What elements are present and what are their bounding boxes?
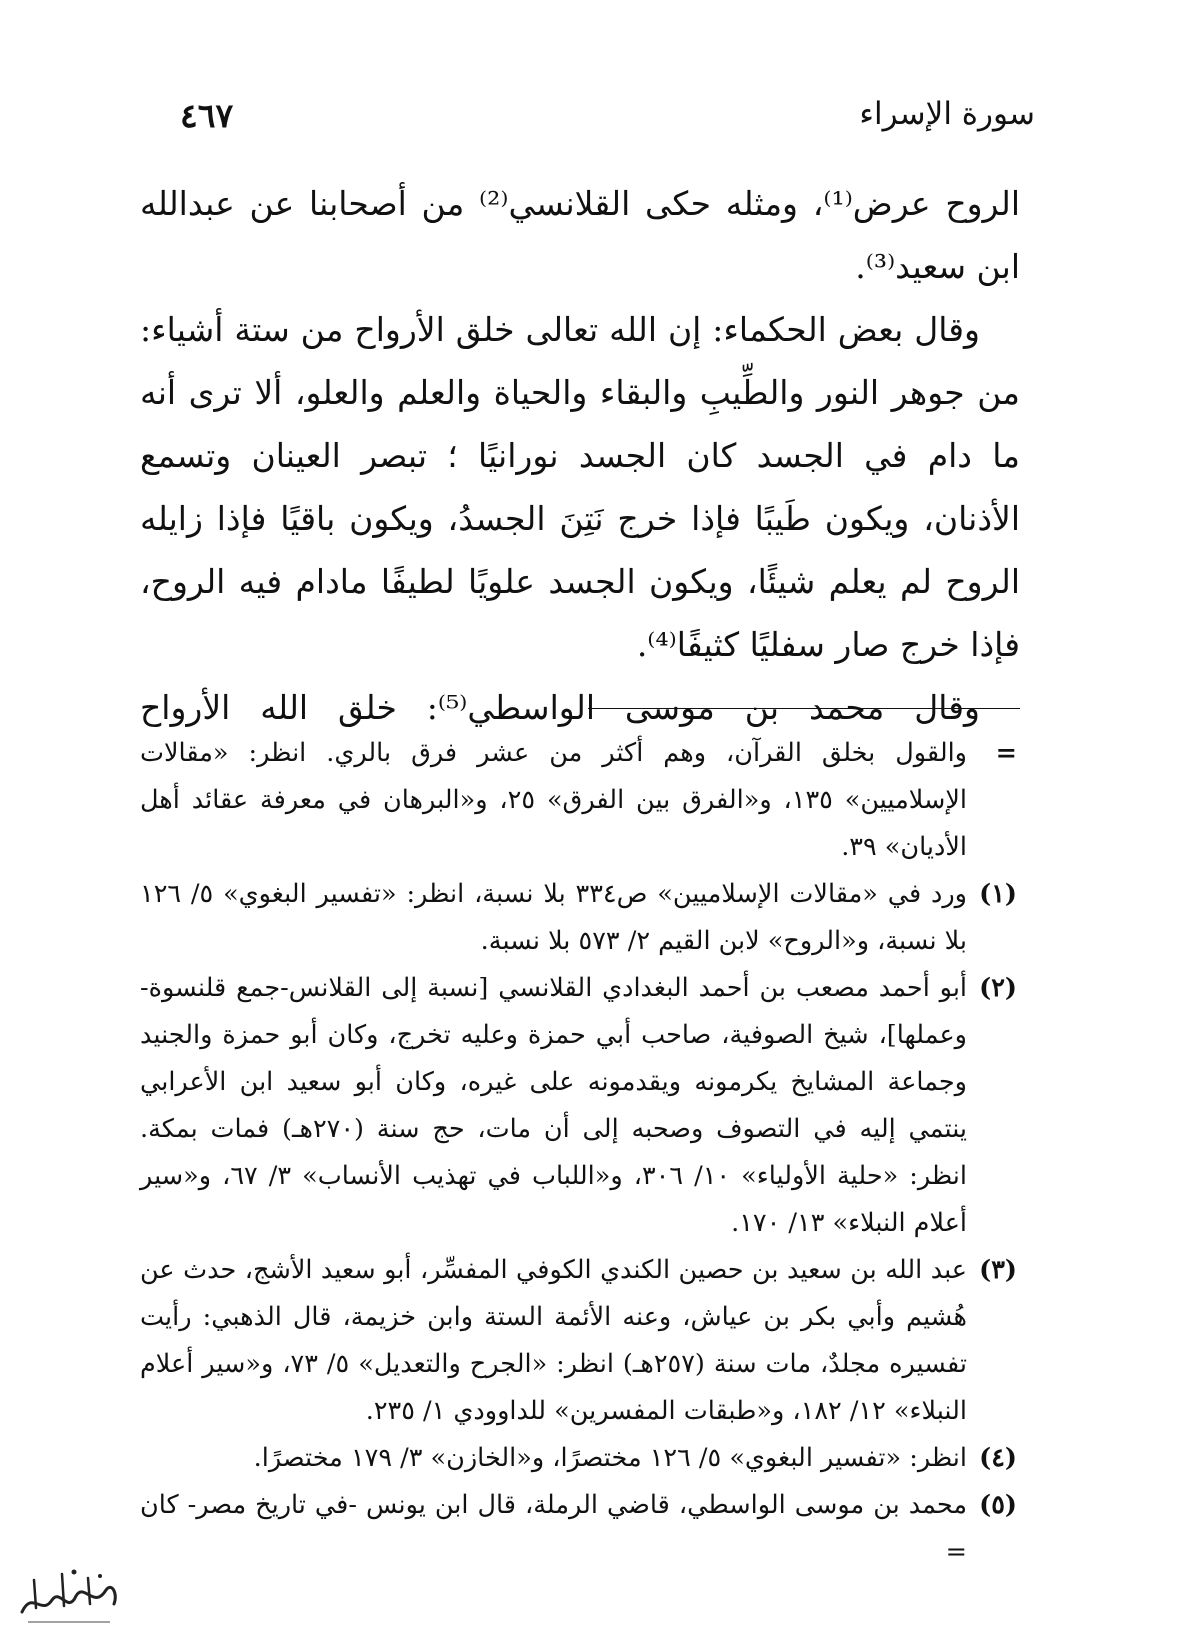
page-number: ٤٦٧ xyxy=(180,96,234,135)
continuation-marker: = xyxy=(995,738,1017,768)
main-paragraph: الروح عرض⁽¹⁾، ومثله حكى القلانسي⁽²⁾ من أصحابنا عن عبدالله ابن سعيد⁽³⁾. xyxy=(140,184,1020,286)
page-header xyxy=(150,96,1035,146)
footnote-text: عبد الله بن سعيد بن حصين الكندي الكوفي المفسِّر، أبو سعيد الأشج، حدث عن هُشيم وأبي بكر بن عياش، وعنه الأئمة الستة وابن خزيمة، قال الذهبي: رأيت تفسيره مجلدٌ، مات سنة (٢٥٧هـ) انظر: «الجرح والتعديل» ٥/ ٧٣، و«سير أعلام النبلاء» ١٢/ ١٨٢، و«طبقات المفسرين» للداوودي ١/ ٢٣٥. xyxy=(140,1255,967,1426)
footnote-separator xyxy=(588,708,1020,709)
running-title: سورة الإسراء xyxy=(859,96,1035,132)
footnote-text: محمد بن موسى الواسطي، قاضي الرملة، قال ابن يونس -في تاريخ مصر- كان = xyxy=(140,1490,967,1567)
footnote-number: (١) xyxy=(979,879,1017,909)
footnote-number: (٢) xyxy=(979,973,1017,1003)
footnote xyxy=(140,871,1017,965)
footnote xyxy=(140,1482,1017,1576)
footnote-continuation xyxy=(140,730,1017,871)
footnote-text: والقول بخلق القرآن، وهم أكثر من عشر فرق بالري. انظر: «مقالات الإسلاميين» ١٣٥، و«الفرق بين الفرق» ٢٥، و«البرهان في معرفة عقائد أهل الأديان» ٣٩. xyxy=(140,738,967,862)
footnote-text: انظر: «تفسير البغوي» ٥/ ١٢٦ مختصرًا، و«الخازن» ٣/ ١٧٩ مختصرًا. xyxy=(253,1443,967,1473)
footnotes xyxy=(140,730,1017,1576)
footnote-text: ورد في «مقالات الإسلاميين» ص٣٣٤ بلا نسبة، انظر: «تفسير البغوي» ٥/ ١٢٦ بلا نسبة، و«الروح» لابن القيم ٢/ ٥٧٣ بلا نسبة. xyxy=(140,879,967,956)
main-paragraph: وقال بعض الحكماء: إن الله تعالى خلق الأرواح من ستة أشياء: من جوهر النور والطِّيبِ والبقاء والحياة والعلم والعلو، ألا ترى أنه ما دام في الجسد كان الجسد نورانيًا ؛ تبصر العينان وتسمع الأذنان، ويكون طَيبًا فإذا خرج نَتِنَ الجسدُ، ويكون باقيًا فإذا زايله الروح لم يعلم شيئًا، ويكون الجسد علويًا لطيفًا مادام فيه الروح، فإذا خرج صار سفليًا كثيفًا⁽⁴⁾. xyxy=(140,310,1020,664)
calligraphy-logo-icon xyxy=(14,1560,124,1630)
footnote xyxy=(140,1435,1017,1482)
footnote-number: (٣) xyxy=(979,1255,1017,1285)
footnote-number: (٤) xyxy=(979,1443,1017,1473)
footnote-number: (٥) xyxy=(979,1490,1017,1520)
main-paragraph: وقال محمد بن موسى الواسطي⁽⁵⁾: خلق الله الأرواح xyxy=(140,688,980,727)
main-text xyxy=(140,172,1020,739)
footnote xyxy=(140,1247,1017,1435)
footnote-text: أبو أحمد مصعب بن أحمد البغدادي القلانسي [نسبة إلى القلانس-جمع قلنسوة- وعملها]، شيخ الصوفية، صاحب أبي حمزة وعليه تخرج، وكان أبو حمزة والجنيد وجماعة المشايخ يكرمونه ويقدمونه على غيره، وكان أبو سعيد ابن الأعرابي ينتمي إليه في التصوف وصحبه إلى أن مات، حج سنة (٢٧٠هـ) فمات بمكة. انظر: «حلية الأولياء» ١٠/ ٣٠٦، و«اللباب في تهذيب الأنساب» ٣/ ٦٧، و«سير أعلام النبلاء» ١٣/ ١٧٠. xyxy=(140,973,968,1238)
footnote xyxy=(140,965,1017,1247)
